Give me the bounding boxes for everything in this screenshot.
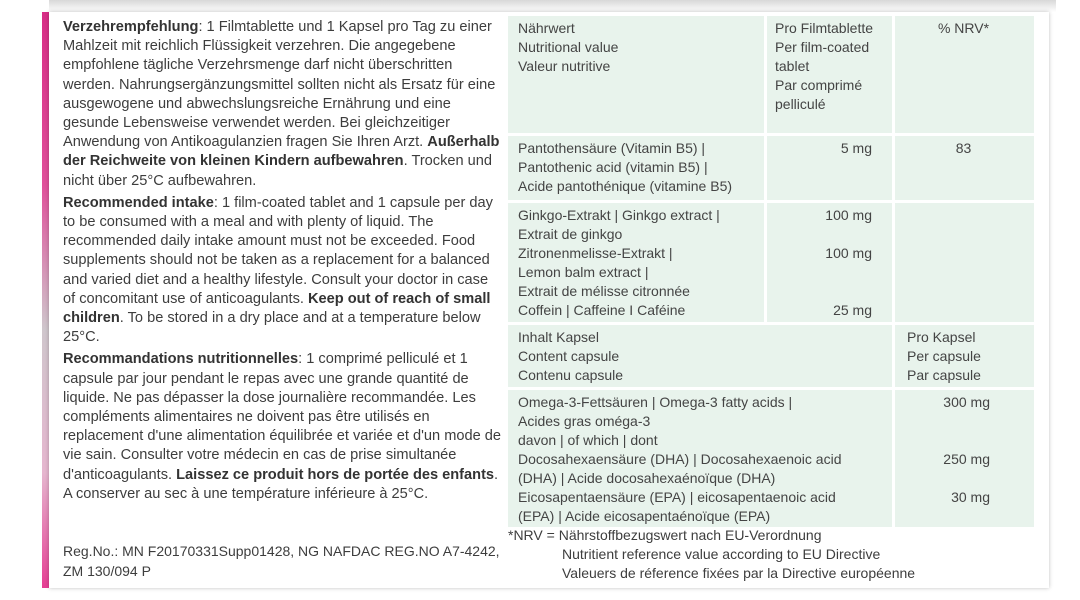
extracts-name-cell: [508, 203, 764, 322]
english-paragraph: [63, 194, 503, 348]
extracts-nrv-cell: [892, 203, 1028, 322]
vitamin-name-cell: [508, 136, 764, 200]
nrv-footnote: [508, 526, 1038, 583]
vitamin-amount: 5 mg: [764, 136, 892, 200]
extracts-amount-cell: [764, 203, 892, 322]
footnote-fr: Valeuers de réference fixées par la Directive européenne: [562, 565, 916, 581]
omega-name-cell: [508, 390, 892, 527]
dha-amount: 250 mg: [943, 451, 990, 467]
omega-amount: 300 mg: [943, 394, 990, 410]
footnote-en: Nutritient reference value according to EU Directive: [562, 546, 881, 562]
english-text-1: : 1 film-coated tablet and 1 capsule per day to be consumed with a meal and with plenty of liquid. The recommended daily intake amount must not be exceeded. Food supplements should not be taken as a replacement for a balanced and varied diet and a healthy lifestyle. Consult your doctor in case of concomitant use of anticoagulants.: [63, 194, 493, 307]
package-top-shadow: [49, 0, 1056, 12]
pink-side-stripe: [42, 12, 49, 588]
of-which-label: davon | of which | dont: [518, 432, 658, 448]
header-nrv-cell: [892, 16, 1028, 133]
capsule-header-en: Content capsule: [518, 348, 620, 364]
english-text-2: . To be stored in a dry place and at a temperature below 25°C.: [63, 310, 481, 346]
vitamin-row: [508, 136, 1034, 200]
header-per-tablet-fr-2: pelliculé: [775, 96, 826, 112]
per-capsule-fr: Par capsule: [907, 367, 981, 383]
english-label: Recommended intake: [63, 194, 214, 211]
omega-amount-cell: [892, 390, 1028, 527]
registration-number: Reg.No.: MN F20170331Supp01428, NG NAFDAC REG.NO A7-4242, ZM 130/094 P: [63, 543, 500, 579]
omega-name-2: Acides gras oméga-3: [518, 413, 651, 429]
vitamin-name-de: Pantothensäure (Vitamin B5) |: [518, 140, 706, 156]
epa-amount: 30 mg: [951, 489, 990, 505]
header-nutrient-cell: [508, 16, 764, 133]
per-capsule-de: Pro Kapsel: [907, 329, 976, 345]
lemon-balm-name-3: Extrait de mélisse citronnée: [518, 283, 690, 299]
ginkgo-name-2: Extrait de ginkgo: [518, 226, 623, 242]
german-paragraph: [63, 18, 503, 191]
per-capsule-en: Per capsule: [907, 348, 981, 364]
vitamin-name-fr: Acide pantothénique (vitamine B5): [518, 178, 733, 194]
german-text-1: : 1 Filmtablette und 1 Kapsel pro Tag zu einer Mahlzeit mit reichlich Flüssigkeit verzehren. Die angegebene empfohlene tägliche Verzehrsmenge darf nicht überschritten werden. Nahrungsergänzungsmittel sollten nicht als Ersatz für eine ausgewogene und abwechslungsreiche Ernährung und eine gesunde Lebensweise verwendet werden. Bei gleichzeitiger Anwendung von Antikoagulanzien fragen Sie Ihren Arzt.: [63, 19, 496, 151]
header-per-tablet-fr-1: Par comprimé: [775, 77, 863, 93]
footnote-de: *NRV = Nährstoffbezugswert nach EU-Verordnung: [508, 527, 822, 543]
german-label: Verzehrempfehlung: [63, 19, 199, 35]
caffeine-amount: 25 mg: [833, 302, 872, 318]
epa-name-2: (EPA) | Acide eicosapentaénoïque (EPA): [518, 508, 771, 524]
capsule-header-de: Inhalt Kapsel: [518, 329, 599, 345]
extracts-row: [508, 203, 1034, 322]
omega-row: [508, 390, 1034, 527]
french-text-2: . A conserver au sec à une température inférieure à 25°C.: [63, 466, 499, 502]
header-per-tablet-de: Pro Filmtablette: [775, 20, 874, 36]
header-nutrient-de: Nährwert: [518, 20, 575, 36]
header-nutrient-en: Nutritional value: [518, 39, 619, 55]
caffeine-name: Coffein | Caffeine I Caféine: [518, 302, 686, 318]
lemon-balm-amount: 100 mg: [825, 245, 872, 261]
table-header-row: [508, 16, 1034, 133]
capsule-header-row: [508, 325, 1034, 387]
lemon-balm-name-2: Lemon balm extract |: [518, 264, 649, 280]
french-label: Recommandations nutritionnelles: [63, 351, 299, 368]
header-per-tablet-cell: [764, 16, 892, 133]
german-warning: Außerhalb der Reichweite von kleinen Kindern aufbewahren: [63, 134, 500, 170]
header-nutrient-fr: Valeur nutritive: [518, 58, 611, 74]
vitamin-nrv: 83: [892, 136, 1028, 200]
german-text-2: . Trocken und nicht über 25°C aufbewahren.: [63, 153, 493, 189]
dha-name-2: (DHA) | Acide docosahexaénoïque (DHA): [518, 470, 776, 486]
capsule-header-cell: [508, 325, 892, 387]
epa-name-1: Eicosapentaensäure (EPA) | eicosapentaenoic acid: [518, 489, 836, 505]
french-paragraph: [63, 350, 503, 504]
french-text-1: : 1 comprimé pelliculé et 1 capsule par jour pendant le repas avec une grande quantité de liquide. Ne pas dépasser la dose journalière recommandée. Les compléments alimentaires ne doivent pas être utilisés en replacement d'une alimentation équilibrée et variée et d'un mode de vie sain. Consulter votre médecin en cas de prise simultanée d'anticoagulants.: [63, 351, 501, 483]
dha-name-1: Docosahexaensäure (DHA) | Docosahexaenoic acid: [518, 451, 842, 467]
instructions-text: [63, 18, 503, 507]
per-capsule-header-cell: [892, 325, 1028, 387]
header-per-tablet-en-1: Per film-coated: [775, 39, 870, 55]
header-per-tablet-en-2: tablet: [775, 58, 810, 74]
english-warning: Keep out of reach of small children: [63, 290, 491, 327]
lemon-balm-name-1: Zitronenmelisse-Extrakt |: [518, 245, 673, 261]
ginkgo-amount: 100 mg: [825, 207, 872, 223]
french-warning: Laissez ce produit hors de portée des enfants: [176, 466, 495, 483]
package-panel: [49, 12, 1049, 588]
ginkgo-name-1: Ginkgo-Extrakt | Ginkgo extract |: [518, 207, 720, 223]
nutrition-table: [508, 16, 1034, 530]
omega-name-1: Omega-3-Fettsäuren | Omega-3 fatty acids |: [518, 394, 793, 410]
header-nrv: % NRV*: [937, 20, 990, 36]
vitamin-name-en: Pantothenic acid (vitamin B5) |: [518, 159, 708, 175]
capsule-header-fr: Contenu capsule: [518, 367, 624, 383]
